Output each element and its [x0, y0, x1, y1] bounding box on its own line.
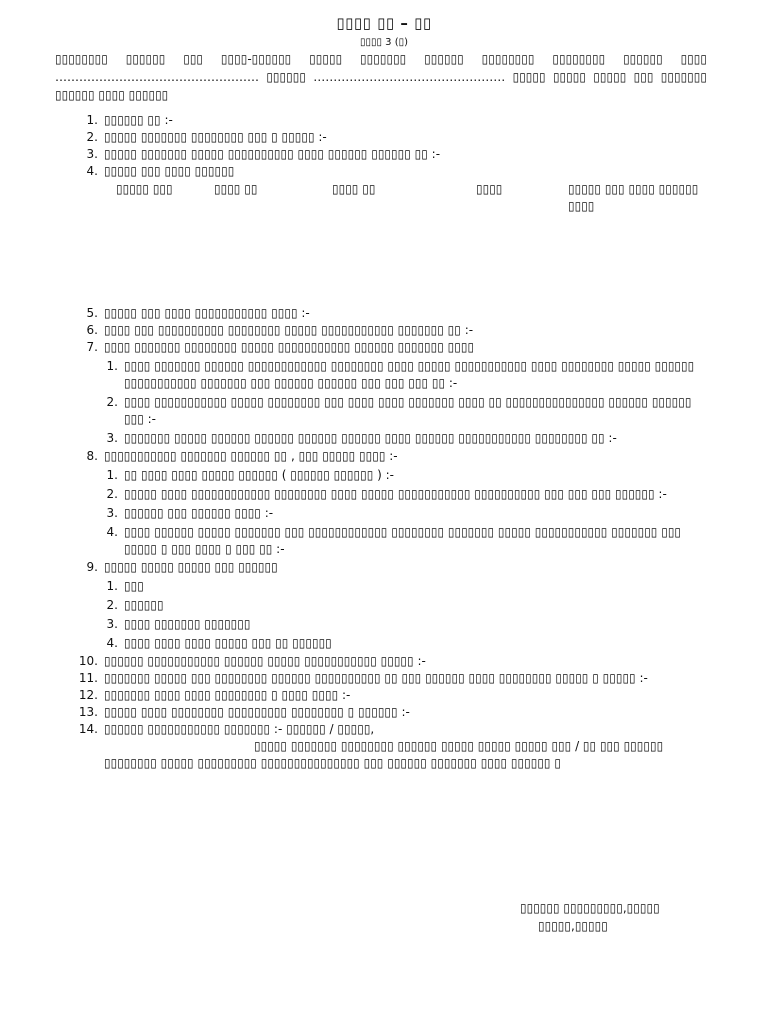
- sub-item: 1. ▯▯ ▯▯▯▯ ▯▯▯▯ ▯▯▯▯▯ ▯▯▯▯▯▯ ( ▯▯▯▯▯▯ ▯▯▯▯▯▯ ) :-: [106, 468, 394, 482]
- table-col: ▯▯▯▯ ▯▯: [214, 182, 258, 196]
- list-item: 12. ▯▯▯▯▯▯▯ ▯▯▯▯ ▯▯▯▯ ▯▯▯▯▯▯▯▯ ▯ ▯▯▯▯ ▯▯▯▯ :-: [78, 688, 351, 702]
- table-col: ▯▯▯▯: [476, 182, 503, 196]
- sub-item: 2. ▯▯▯▯▯▯: [106, 598, 164, 612]
- signature-line: ▯▯▯▯▯▯ ▯▯▯▯▯▯▯▯▯,▯▯▯▯▯: [520, 901, 660, 915]
- list-item: 10. ▯▯▯▯▯▯ ▯▯▯▯▯▯▯▯▯▯▯ ▯▯▯▯▯▯ ▯▯▯▯▯ ▯▯▯▯▯▯▯▯▯▯▯ ▯▯▯▯▯ :-: [78, 654, 426, 668]
- list-item: 4. ▯▯▯▯▯ ▯▯▯ ▯▯▯▯ ▯▯▯▯▯▯: [86, 164, 235, 178]
- list-item: 1. ▯▯▯▯▯▯ ▯▯ :-: [86, 113, 173, 127]
- sub-item: 2. ▯▯▯▯▯ ▯▯▯▯ ▯▯▯▯▯▯▯▯▯▯▯▯ ▯▯▯▯▯▯▯▯ ▯▯▯▯ ▯▯▯▯▯ ▯▯▯▯▯▯▯▯▯▯▯ ▯▯▯▯▯▯▯▯▯▯ ▯▯▯ ▯▯▯ ▯▯▯ ▯▯▯▯▯▯ :-: [106, 487, 667, 501]
- form-title: ▯▯▯▯ ▯▯ – ▯▯: [336, 14, 432, 32]
- sub-item: 4. ▯▯▯▯ ▯▯▯▯ ▯▯▯▯ ▯▯▯▯▯ ▯▯▯ ▯▯ ▯▯▯▯▯▯: [106, 636, 332, 650]
- sub-item: 4. ▯▯▯▯ ▯▯▯▯▯▯ ▯▯▯▯▯ ▯▯▯▯▯▯▯ ▯▯▯ ▯▯▯▯▯▯▯▯▯▯▯▯ ▯▯▯▯▯▯▯▯ ▯▯▯▯▯▯▯ ▯▯▯▯▯ ▯▯▯▯▯▯▯▯▯▯▯ ▯▯▯▯▯▯▯ ▯▯▯ ▯▯▯▯▯ ▯ ▯▯▯ ▯▯▯▯ ▯ ▯▯▯ ▯▯ :-: [106, 525, 682, 556]
- sub-item: 1. ▯▯▯: [106, 579, 144, 593]
- signature-line: ▯▯▯▯▯,▯▯▯▯▯: [538, 919, 608, 933]
- table-col: ▯▯▯▯▯ ▯▯▯ ▯▯▯▯ ▯▯▯▯▯▯ ▯▯▯▯: [568, 182, 699, 213]
- form-items: [78, 112, 710, 772]
- list-item: 9. ▯▯▯▯▯ ▯▯▯▯▯ ▯▯▯▯▯ ▯▯▯ ▯▯▯▯▯▯: [86, 560, 278, 574]
- intro-paragraph: ▯▯▯▯▯▯▯▯ ▯▯▯▯▯▯ ▯▯▯ ▯▯▯▯-▯▯▯▯▯▯ ▯▯▯▯▯ ▯▯▯▯▯▯▯ ▯▯▯▯▯▯ ▯▯▯▯▯▯▯▯ ▯▯▯▯▯▯▯▯ ▯▯▯▯▯▯ ▯▯▯▯ …………………………………………… ▯▯▯▯▯▯ ………………………………………… ▯▯▯▯▯ ▯▯▯▯▯ ▯▯▯▯▯ ▯▯▯ ▯▯▯▯▯▯▯ ▯▯▯▯▯▯ ▯▯▯▯ ▯▯▯▯▯▯: [55, 52, 707, 102]
- table-col: ▯▯▯▯ ▯▯: [332, 182, 376, 196]
- sub-item: 2. ▯▯▯▯ ▯▯▯▯▯▯▯▯▯▯▯ ▯▯▯▯▯ ▯▯▯▯▯▯▯▯ ▯▯▯ ▯▯▯▯ ▯▯▯▯ ▯▯▯▯▯▯▯ ▯▯▯▯ ▯▯ ▯▯▯▯▯▯▯▯▯▯▯▯▯▯▯ ▯▯▯▯▯▯ ▯▯▯▯▯▯ ▯▯▯ :-: [106, 395, 692, 426]
- sub-item: 1. ▯▯▯▯ ▯▯▯▯▯▯▯ ▯▯▯▯▯▯ ▯▯▯▯▯▯▯▯▯▯▯▯ ▯▯▯▯▯▯▯▯ ▯▯▯▯ ▯▯▯▯▯ ▯▯▯▯▯▯▯▯▯▯▯ ▯▯▯▯ ▯▯▯▯▯▯▯▯ ▯▯▯▯▯ ▯▯▯▯▯▯ ▯▯▯▯▯▯▯▯▯▯▯ ▯▯▯▯▯▯▯ ▯▯▯ ▯▯▯▯▯▯ ▯▯▯▯▯▯ ▯▯▯ ▯▯▯ ▯▯▯ ▯▯ :-: [106, 359, 695, 390]
- list-item: 3. ▯▯▯▯▯ ▯▯▯▯▯▯▯ ▯▯▯▯▯ ▯▯▯▯▯▯▯▯▯▯ ▯▯▯▯ ▯▯▯▯▯▯ ▯▯▯▯▯▯ ▯▯ :-: [86, 147, 441, 161]
- declaration-text: ▯▯▯▯▯ ▯▯▯▯▯▯▯ ▯▯▯▯▯▯▯▯ ▯▯▯▯▯▯ ▯▯▯▯▯ ▯▯▯▯▯ ▯▯▯▯▯ ▯▯▯ / ▯▯ ▯▯▯ ▯▯▯▯▯▯ ▯▯▯▯▯▯▯▯ ▯▯▯▯▯ ▯▯▯▯▯▯▯▯▯ ▯▯▯▯▯▯▯▯▯▯▯▯▯▯▯ ▯▯▯ ▯▯▯▯▯▯ ▯▯▯▯▯▯▯ ▯▯▯▯ ▯▯▯▯▯▯ ▯: [104, 739, 664, 770]
- list-item: 13. ▯▯▯▯▯ ▯▯▯▯ ▯▯▯▯▯▯▯▯ ▯▯▯▯▯▯▯▯▯ ▯▯▯▯▯▯▯▯ ▯ ▯▯▯▯▯▯ :-: [78, 705, 410, 719]
- sub-item: 3. ▯▯▯▯▯▯ ▯▯▯ ▯▯▯▯▯▯ ▯▯▯▯ :-: [106, 506, 274, 520]
- list-item: 11. ▯▯▯▯▯▯▯ ▯▯▯▯▯ ▯▯▯ ▯▯▯▯▯▯▯▯ ▯▯▯▯▯▯ ▯▯▯▯▯▯▯▯▯▯ ▯▯ ▯▯▯ ▯▯▯▯▯▯ ▯▯▯▯ ▯▯▯▯▯▯▯▯ ▯▯▯▯▯ ▯ ▯▯▯▯▯ :-: [78, 671, 648, 685]
- list-item: 14. ▯▯▯▯▯▯ ▯▯▯▯▯▯▯▯▯▯▯ ▯▯▯▯▯▯▯ :- ▯▯▯▯▯▯ / ▯▯▯▯▯,: [78, 722, 375, 736]
- list-item: 2. ▯▯▯▯▯ ▯▯▯▯▯▯▯ ▯▯▯▯▯▯▯▯ ▯▯▯ ▯ ▯▯▯▯▯ :-: [86, 130, 327, 144]
- table-col: ▯▯▯▯▯ ▯▯▯: [116, 182, 173, 196]
- list-item: 7. ▯▯▯▯ ▯▯▯▯▯▯▯ ▯▯▯▯▯▯▯▯ ▯▯▯▯▯ ▯▯▯▯▯▯▯▯▯▯▯ ▯▯▯▯▯▯ ▯▯▯▯▯▯▯ ▯▯▯▯: [86, 340, 475, 354]
- form-subtitle: ▯▯▯▯ 3 (▯): [359, 37, 409, 48]
- sub-item: 3. ▯▯▯▯▯▯▯ ▯▯▯▯▯ ▯▯▯▯▯▯ ▯▯▯▯▯▯ ▯▯▯▯▯▯ ▯▯▯▯▯▯ ▯▯▯▯ ▯▯▯▯▯▯ ▯▯▯▯▯▯▯▯▯▯▯ ▯▯▯▯▯▯▯▯ ▯▯ :-: [106, 431, 617, 445]
- sub-item: 3. ▯▯▯▯ ▯▯▯▯▯▯▯ ▯▯▯▯▯▯▯: [106, 617, 251, 631]
- signature-block: [520, 899, 660, 935]
- list-item: 6. ▯▯▯▯ ▯▯▯ ▯▯▯▯▯▯▯▯▯▯ ▯▯▯▯▯▯▯▯ ▯▯▯▯▯ ▯▯▯▯▯▯▯▯▯▯▯ ▯▯▯▯▯▯▯ ▯▯ :-: [86, 323, 474, 337]
- list-item: 5. ▯▯▯▯▯ ▯▯▯ ▯▯▯▯ ▯▯▯▯▯▯▯▯▯▯▯ ▯▯▯▯ :-: [86, 306, 310, 320]
- list-item: 8. ▯▯▯▯▯▯▯▯▯▯▯ ▯▯▯▯▯▯▯ ▯▯▯▯▯▯ ▯▯ , ▯▯▯ ▯▯▯▯▯ ▯▯▯▯ :-: [86, 449, 398, 463]
- table-header: [78, 181, 710, 217]
